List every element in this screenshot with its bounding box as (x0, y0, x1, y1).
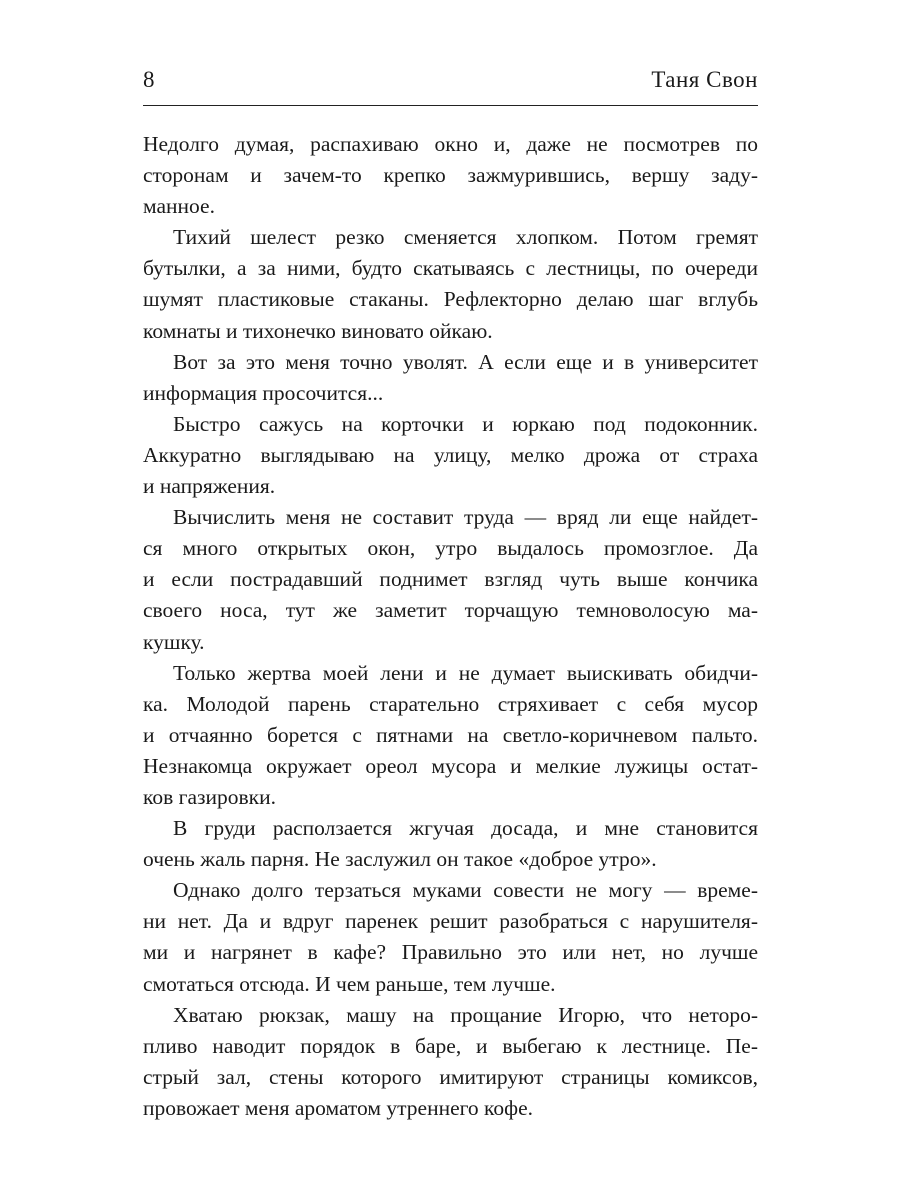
text-line: и отчаянно борется с пятнами на светло-коричневом пальто. (143, 722, 758, 747)
text-line: своего носа, тут же заметит торчащую темноволосую ма- (143, 598, 758, 623)
text-line: Незнакомца окружает ореол мусора и мелкие лужицы остат- (143, 753, 758, 778)
text-line: ков газировки. (143, 784, 276, 809)
page-number: 8 (143, 67, 155, 92)
text-line: Хватаю рюкзак, машу на прощание Игорю, что неторо- (173, 1002, 758, 1027)
text-line: ка. Молодой парень старательно стряхивает с себя мусор (143, 691, 758, 716)
text-line: В груди расползается жгучая досада, и мне становится (173, 816, 758, 841)
text-line: ни нет. Да и вдруг паренек решит разобраться с нарушителя- (143, 909, 758, 934)
text-line: очень жаль парня. Не заслужил он такое «доброе утро». (143, 847, 657, 872)
text-line: Вычислить меня не составит труда — вряд ли еще найдет- (173, 505, 758, 530)
text-line: сторонам и зачем-то крепко зажмурившись, вершу заду- (143, 163, 758, 188)
text-line: комнаты и тихонечко виновато ойкаю. (143, 318, 493, 343)
paragraph (143, 1000, 758, 1124)
paragraph (143, 658, 758, 813)
paragraph (143, 502, 758, 657)
text-line: и напряжения. (143, 474, 276, 499)
body-text (143, 129, 758, 1124)
paragraph (143, 875, 758, 999)
paragraph (143, 222, 758, 346)
text-line: пливо наводит порядок в баре, и выбегаю к лестнице. Пе- (143, 1033, 758, 1058)
text-line: смотаться отсюда. И чем раньше, тем лучше. (143, 971, 556, 996)
text-line: информация просочится... (143, 380, 384, 405)
text-line: ми и нагрянет в кафе? Правильно это или нет, но лучше (143, 940, 758, 965)
text-line: шумят пластиковые стаканы. Рефлекторно делаю шаг вглубь (143, 287, 758, 312)
paragraph (143, 347, 758, 409)
text-line: Быстро сажусь на корточки и юркаю под подоконник. (173, 411, 758, 436)
text-line: ся много открытых окон, утро выдалось промозглое. Да (143, 536, 758, 561)
text-line: Вот за это меня точно уволят. А если еще и в университет (173, 349, 758, 374)
text-line: Тихий шелест резко сменяется хлопком. Потом гремят (173, 225, 758, 250)
text-line: стрый зал, стены которого имитируют страницы комиксов, (143, 1064, 758, 1089)
text-line: и если пострадавший поднимет взгляд чуть выше кончика (143, 567, 758, 592)
header-rule (143, 105, 758, 106)
text-line: Только жертва моей лени и не думает выискивать обидчи- (173, 660, 758, 685)
text-line: кушку. (143, 629, 205, 654)
paragraph (143, 813, 758, 875)
text-line: Аккуратно выглядываю на улицу, мелко дрожа от страха (143, 442, 758, 467)
text-line: Недолго думая, распахиваю окно и, даже не посмотрев по (143, 132, 758, 156)
paragraph (143, 129, 758, 222)
running-title: Таня Свон (651, 67, 758, 92)
running-head (143, 64, 758, 96)
text-line: манное. (143, 194, 215, 219)
text-line: бутылки, а за ними, будто скатываясь с лестницы, по очереди (143, 256, 758, 281)
paragraph (143, 409, 758, 502)
text-line: Однако долго терзаться муками совести не могу — време- (173, 878, 758, 903)
text-line: провожает меня ароматом утреннего кофе. (143, 1095, 533, 1120)
